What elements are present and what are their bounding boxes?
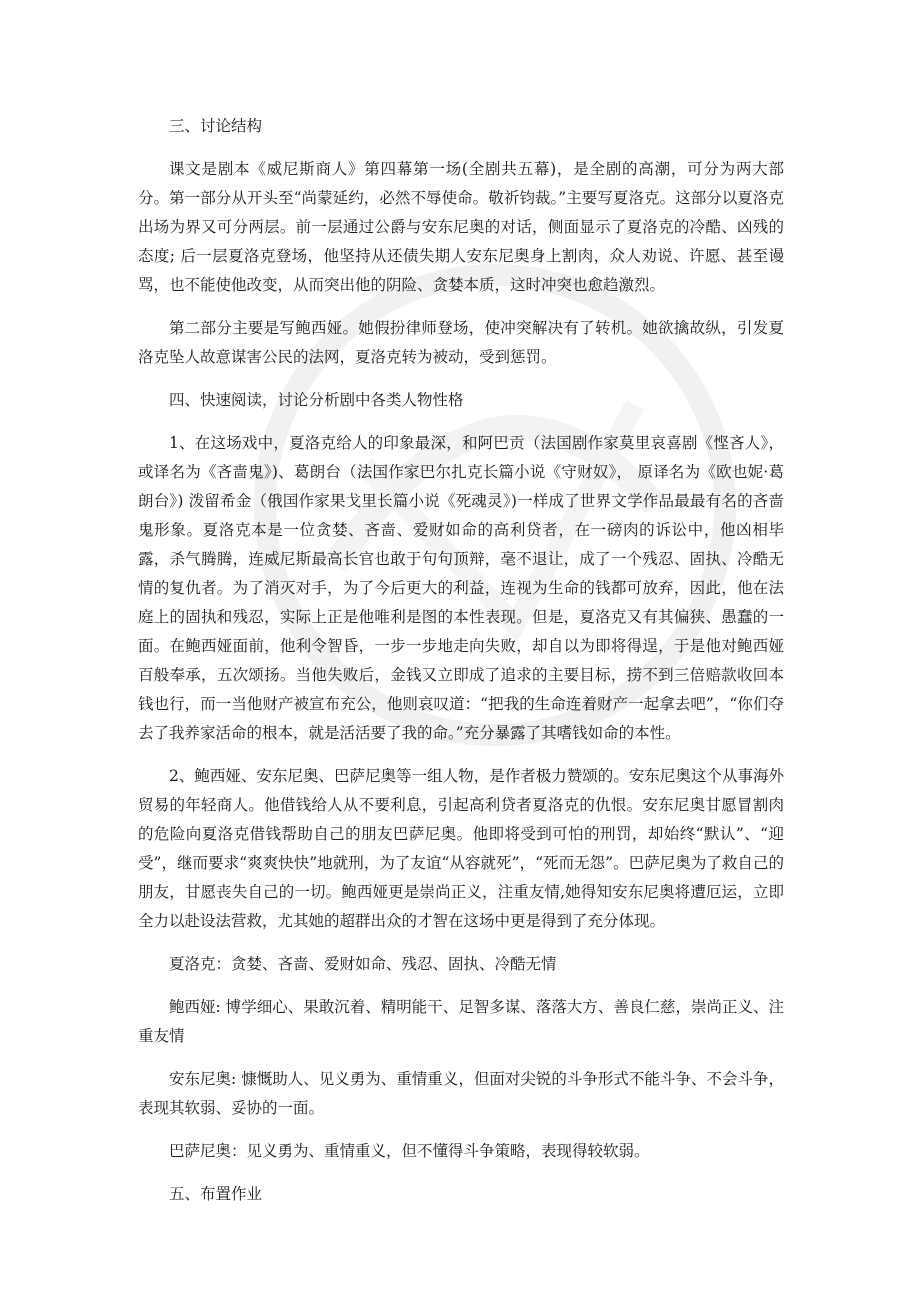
section-heading-characters: 四、快速阅读，讨论分析剧中各类人物性格 <box>169 391 464 409</box>
paragraph-other-characters: 2、鲍西娅、安东尼奥、巴萨尼奥等一组人物，是作者极力赞颂的。安东尼奥这个从事海外贸易的年轻商人。他借钱给人从不要利息，引起高利贷者夏洛克的仇恨。安东尼奥甘愿冒割肉的危险向夏洛克借钱帮助自己的朋友巴萨尼奥。他即将受到可怕的刑罚，却始终“默认”、“迎受”，继而要求“爽爽快快”地就刑，为了友谊“从容就死”，“死而无怨”。巴萨尼奥为了救自己的朋友，甘愿丧失自己的一切。鲍西娅更是崇尚正义，注重友情,她得知安东尼奥将遭厄运，立即全力以赴设法营救，尤其她的超群出众的才智在这场中更是得到了充分体现。 <box>138 767 784 930</box>
section-heading-structure: 三、讨论结构 <box>169 117 263 135</box>
trait-antonio: 安东尼奥: 慷慨助人、见义勇为、重情重义，但面对尖锐的斗争形式不能斗争、不会斗争，表现其软弱、妥协的一面。 <box>138 1070 784 1117</box>
paragraph-shylock-analysis: 1、在这场戏中，夏洛克给人的印象最深，和阿巴贡（法国剧作家莫里哀喜剧《悭吝人》，或译名为《吝啬鬼》)、葛朗台（法国作家巴尔扎克长篇小说《守财奴》， 原译名为《欧也妮·葛朗台》) 泼留希金（俄国作家果戈里长篇小说《死魂灵》)一样成了世界文学作品最最有名的吝啬鬼形象。夏洛克本是一位贪婪、吝啬、爱财如命的高利贷者，在一磅肉的诉讼中，他凶相毕露，杀气腾腾，连威尼斯最高长官也敢于句句顶辩，毫不退让，成了一个残忍、固执、冷酷无情的复仇者。为了消灭对手，为了今后更大的利益，连视为生命的钱都可放弃，因此，他在法庭上的固执和残忍，实际上正是他唯利是图的本性表现。但是，夏洛克又有其偏狭、愚蠢的一面。在鲍西娅面前，他利令智昏，一步一步地走向失败，却自以为即将得逞，于是他对鲍西娅百般奉承，五次颂扬。当他失败后，金钱又立即成了追求的主要目标，捞不到三倍赔款收回本钱也行，而一当他财产被宣布充公，他则哀叹道：“把我的生命连着财产一起拿去吧”，“你们夺去了我养家活命的根本，就是活活要了我的命。”充分暴露了其嗜钱如命的本性。 <box>138 434 784 742</box>
paragraph-part-two: 第二部分主要是写鲍西娅。她假扮律师登场，使冲突解决有了转机。她欲擒故纵，引发夏洛克坠人故意谋害公民的法网，夏洛克转为被动，受到惩罚。 <box>138 319 784 366</box>
trait-bassanio: 巴萨尼奥：见义勇为、重情重义，但不懂得斗争策略，表现得较软弱。 <box>169 1142 650 1160</box>
section-heading-homework: 五、布置作业 <box>169 1185 263 1203</box>
trait-shylock: 夏洛克：贪婪、吝啬、爱财如命、残忍、固执、冷酷无情 <box>169 955 557 973</box>
paragraph-part-one: 课文是剧本《威尼斯商人》第四幕第一场(全剧共五幕)，是全剧的高潮，可分为两大部分。第一部分从开头至“尚蒙延约，必然不辱使命。敬祈钧裁。”主要写夏洛克。这部分以夏洛克出场为界又可分两层。前一层通过公爵与安东尼奥的对话，侧面显示了夏洛克的冷酷、凶残的态度; 后一层夏洛克登场，他坚持从还债失期人安东尼奥身上割肉，众人劝说、许愿、甚至谩骂，也不能使他改变，从而突出他的阴险、贪婪本质，这时冲突也愈趋激烈。 <box>138 160 784 294</box>
trait-portia: 鲍西娅: 博学细心、果敢沉着、精明能干、足智多谋、落落大方、善良仁慈，崇尚正义、注重友情 <box>138 998 784 1045</box>
document-body <box>138 112 784 1223</box>
